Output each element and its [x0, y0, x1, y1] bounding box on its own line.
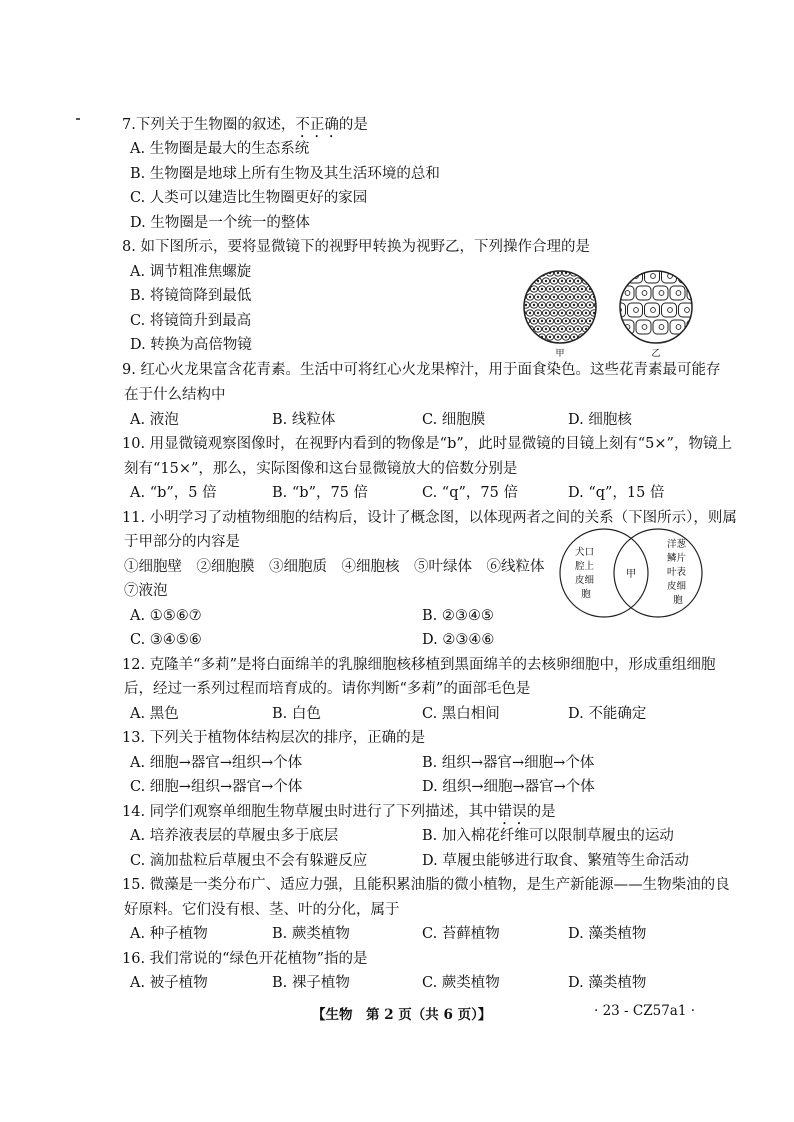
cell-small-nucleus	[521, 328, 523, 330]
cell-small-nucleus	[533, 288, 535, 290]
cell-large	[653, 286, 668, 300]
cell-large-nucleus	[685, 274, 690, 279]
q14-emphasis: 错误	[497, 804, 527, 820]
cell-large-nucleus	[693, 291, 698, 296]
cell-large-nucleus	[676, 291, 681, 296]
q8-stem: 8. 如下图所示，要将显微镜下的视野甲转换为视野乙，下列操作合理的是	[122, 239, 590, 255]
cell-small-nucleus	[569, 280, 571, 282]
q9-stem-line2: 在于什么结构中	[124, 387, 226, 403]
q13-option-d: D. 组织→细胞→器官→个体	[422, 779, 595, 795]
q8-option-a: A. 调节粗准焦螺旋	[130, 264, 252, 280]
cell-small-nucleus	[541, 304, 543, 306]
cell-small-nucleus	[537, 296, 539, 298]
cell-large-nucleus	[617, 274, 622, 279]
cell-small-nucleus	[529, 280, 531, 282]
cell-small-nucleus	[545, 280, 547, 282]
cell-small-nucleus	[525, 288, 527, 290]
q15-option-a: A. 种子植物	[130, 926, 208, 942]
q16-option-a: A. 被子植物	[130, 975, 208, 991]
cell-large	[636, 320, 651, 334]
q12-option-d: D. 不能确定	[568, 706, 647, 722]
page-footer-center: 【生物 第 2 页（共 6 页）】	[312, 1007, 492, 1023]
cell-small-nucleus	[597, 288, 599, 290]
cell-small	[522, 334, 529, 340]
q13-option-c: C. 细胞→组织→器官→个体	[130, 779, 303, 795]
cell-large	[611, 303, 626, 317]
cell-small-nucleus	[561, 328, 563, 330]
cell-small-nucleus	[529, 312, 531, 314]
q9-stem-line1: 9. 红心火龙果富含花青素。生活中可将红心火龙果榨汁，用于面食染色。这些花青素最可能存	[122, 362, 721, 378]
q14-option-c: C. 滴加盐粒后草履虫不会有躲避反应	[130, 853, 368, 869]
venn-middle-label: 甲	[626, 569, 636, 580]
cell-small-nucleus	[569, 296, 571, 298]
cell-small	[518, 278, 525, 284]
cell-small-nucleus	[525, 272, 527, 274]
cell-small-nucleus	[557, 304, 559, 306]
q13-stem: 13. 下列关于植物体结构层次的排序，正确的是	[122, 730, 426, 746]
q11-option-b: B. ②③④⑤	[422, 608, 494, 624]
cell-large-nucleus	[693, 325, 698, 330]
q16-option-b: B. 裸子植物	[272, 975, 350, 991]
q15-option-b: B. 蕨类植物	[272, 926, 350, 942]
cell-small-nucleus	[545, 312, 547, 314]
cell-large-nucleus	[659, 291, 664, 296]
cell-small-nucleus	[565, 288, 567, 290]
cell-large	[662, 303, 677, 317]
cell-large-nucleus	[651, 308, 656, 313]
cell-large	[645, 303, 660, 317]
cell-small-nucleus	[577, 312, 579, 314]
q12-option-a: A. 黑色	[130, 706, 179, 722]
venn-left-label: 犬口 腔上 皮细 胞	[574, 547, 594, 600]
q11-stem-line2: 于甲部分的内容是	[124, 534, 240, 550]
cell-small-nucleus	[545, 328, 547, 330]
cell-large-nucleus	[651, 274, 656, 279]
cell-large	[611, 269, 626, 283]
cell-large-nucleus	[634, 308, 639, 313]
q9-option-b: B. 线粒体	[272, 412, 336, 428]
q14-option-a: A. 培养液表层的草履虫多于底层	[130, 828, 339, 844]
q12-stem-line1: 12. 克隆羊“多莉”是将白面绵羊的乳腺细胞核移植到黑面绵羊的去核卵细胞中，形成重组细胞	[122, 657, 716, 673]
cell-small-nucleus	[565, 320, 567, 322]
q11-items-line2: ⑦液泡	[124, 583, 168, 599]
cell-small-nucleus	[521, 280, 523, 282]
cell-large-nucleus	[676, 325, 681, 330]
cell-small-nucleus	[597, 272, 599, 274]
q7-option-c: C. 人类可以建造比生物圈更好的家园	[130, 190, 368, 206]
q15-option-d: D. 藻类植物	[568, 926, 647, 942]
q15-stem-line1: 15. 微藻是一类分布广、适应力强，且能积累油脂的微小植物，是生产新能源——生物柴油的良	[122, 877, 730, 893]
q11-items-line1: ①细胞壁 ②细胞膜 ③细胞质 ④细胞核 ⑤叶绿体 ⑥线粒体	[124, 559, 545, 575]
cell-small-nucleus	[549, 288, 551, 290]
cell-small-nucleus	[589, 304, 591, 306]
cell-small-nucleus	[589, 320, 591, 322]
page-footer-code: · 23 - CZ57a1 ·	[594, 1003, 696, 1019]
field-jia-cells	[518, 270, 601, 340]
q11-option-d: D. ②③④⑥	[422, 632, 495, 648]
q7-option-a: A. 生物圈是最大的生态系统	[130, 141, 310, 157]
cell-small-nucleus	[545, 296, 547, 298]
q14-option-d: D. 草履虫能够进行取食、繁殖等生命活动	[422, 853, 689, 869]
cell-small-nucleus	[565, 336, 567, 338]
cell-large-nucleus	[642, 291, 647, 296]
q14-option-b: B. 加入棉花纤维可以限制草履虫的运动	[422, 828, 674, 844]
microscope-fields-figure	[518, 268, 703, 358]
cell-small-nucleus	[581, 288, 583, 290]
q15-option-c: C. 苔藓植物	[422, 926, 500, 942]
cell-small-nucleus	[577, 280, 579, 282]
margin-mark	[76, 118, 80, 120]
q10-option-c: C. “q”，75 倍	[422, 485, 518, 501]
q11-option-c: C. ③④⑤⑥	[130, 632, 202, 648]
q11-option-a: A. ①⑤⑥⑦	[130, 608, 202, 624]
cell-small-nucleus	[537, 280, 539, 282]
cell-small	[578, 270, 585, 276]
cell-small-nucleus	[589, 336, 591, 338]
cell-small-nucleus	[553, 328, 555, 330]
cell-small-nucleus	[585, 296, 587, 298]
field-yi-circle	[620, 271, 692, 343]
cell-small	[594, 286, 601, 292]
q10-option-d: D. “q”，15 倍	[568, 485, 665, 501]
label-yi: 乙	[651, 349, 661, 358]
cell-small-nucleus	[593, 280, 595, 282]
q9-option-a: A. 液泡	[130, 412, 179, 428]
q10-stem-line1: 10. 用显微镜观察图像时，在视野内看到的物像是“b”，此时显微镜的目镜上刻有“5×”，物镜上	[122, 436, 732, 452]
cell-small-nucleus	[581, 272, 583, 274]
q16-option-d: D. 藻类植物	[568, 975, 647, 991]
cell-small-nucleus	[533, 272, 535, 274]
cell-small	[586, 270, 593, 276]
cell-large	[628, 269, 643, 283]
cell-large	[670, 286, 685, 300]
cell-small-nucleus	[561, 280, 563, 282]
cell-small-nucleus	[533, 336, 535, 338]
cell-small	[586, 334, 593, 340]
cell-small-nucleus	[549, 320, 551, 322]
cell-small	[518, 326, 525, 332]
label-jia: 甲	[555, 349, 565, 358]
cell-large	[653, 320, 668, 334]
cell-small-nucleus	[589, 272, 591, 274]
cell-small-nucleus	[585, 312, 587, 314]
cell-small-nucleus	[597, 336, 599, 338]
cell-small	[522, 270, 529, 276]
q10-stem-line2: 刻有“15×”，那么，实际图像和这台显微镜放大的倍数分别是	[124, 461, 518, 477]
q7-emphasis: 不正确	[295, 117, 339, 133]
cell-small	[594, 270, 601, 276]
cell-small	[594, 334, 601, 340]
cell-small-nucleus	[521, 296, 523, 298]
q8-option-c: C. 将镜筒升到最高	[130, 313, 252, 329]
cell-small-nucleus	[569, 328, 571, 330]
cell-large	[628, 303, 643, 317]
cell-small	[594, 318, 601, 324]
cell-small-nucleus	[585, 328, 587, 330]
venn-diagram	[556, 525, 706, 621]
cell-small-nucleus	[525, 336, 527, 338]
q13-option-b: B. 组织→器官→细胞→个体	[422, 755, 595, 771]
q7-option-d: D. 生物圈是一个统一的整体	[130, 215, 310, 231]
q13-option-a: A. 细胞→器官→组织→个体	[130, 755, 303, 771]
cell-small-nucleus	[577, 328, 579, 330]
cell-small-nucleus	[537, 312, 539, 314]
cell-small-nucleus	[557, 288, 559, 290]
cell-small-nucleus	[533, 320, 535, 322]
venn-right-label: 洋葱 鳞片 叶表 皮细 胞	[666, 539, 686, 606]
cell-small-nucleus	[557, 272, 559, 274]
cell-small-nucleus	[581, 320, 583, 322]
q15-stem-line2: 好原料。它们没有根、茎、叶的分化，属于	[124, 902, 400, 918]
q8-option-d: D. 转换为高倍物镜	[130, 337, 252, 353]
cell-small-nucleus	[561, 312, 563, 314]
cell-small-nucleus	[593, 328, 595, 330]
cell-small-nucleus	[573, 304, 575, 306]
cell-small-nucleus	[549, 304, 551, 306]
q12-stem-line2: 后，经过一系列过程而培育成的。请你判断“多莉”的面部毛色是	[124, 681, 531, 697]
cell-small-nucleus	[557, 320, 559, 322]
cell-small-nucleus	[553, 280, 555, 282]
q12-option-c: C. 黑白相间	[422, 706, 500, 722]
cell-small-nucleus	[581, 304, 583, 306]
cell-large-nucleus	[659, 325, 664, 330]
q10-option-b: B. “b”，75 倍	[272, 485, 369, 501]
cell-large	[636, 286, 651, 300]
q7-stem: 7.下列关于生物圈的叙述，不正确的是	[122, 117, 368, 133]
cell-small-nucleus	[573, 288, 575, 290]
cell-small-nucleus	[529, 296, 531, 298]
cell-small-nucleus	[553, 312, 555, 314]
q16-stem: 16. 我们常说的“绿色开花植物”指的是	[122, 951, 368, 967]
cell-small-nucleus	[521, 312, 523, 314]
cell-small-nucleus	[597, 320, 599, 322]
q9-option-c: C. 细胞膜	[422, 412, 486, 428]
cell-large-nucleus	[668, 308, 673, 313]
cell-small-nucleus	[533, 304, 535, 306]
cell-small	[590, 278, 597, 284]
q14-stem: 14. 同学们观察单细胞生物草履虫时进行了下列描述，其中错误的是	[122, 804, 556, 820]
q16-option-c: C. 蕨类植物	[422, 975, 500, 991]
q11-stem-line1: 11. 小明学习了动植物细胞的结构后，设计了概念图，以体现两者之间的关系（下图所示），则属	[122, 510, 737, 526]
cell-small-nucleus	[553, 296, 555, 298]
q8-option-b: B. 将镜筒降到最低	[130, 288, 252, 304]
cell-small-nucleus	[573, 336, 575, 338]
cell-small-nucleus	[573, 320, 575, 322]
cell-small-nucleus	[537, 328, 539, 330]
q7-option-b: B. 生物圈是地球上所有生物及其生活环境的总和	[130, 166, 440, 182]
q10-option-a: A. “b”，5 倍	[130, 485, 217, 501]
q12-option-b: B. 白色	[272, 706, 321, 722]
cell-small-nucleus	[597, 304, 599, 306]
cell-small-nucleus	[549, 336, 551, 338]
cell-small-nucleus	[577, 296, 579, 298]
cell-small	[590, 326, 597, 332]
cell-small-nucleus	[561, 296, 563, 298]
cell-small-nucleus	[541, 288, 543, 290]
cell-small-nucleus	[525, 304, 527, 306]
cell-small-nucleus	[565, 304, 567, 306]
cell-small-nucleus	[569, 312, 571, 314]
cell-small-nucleus	[541, 320, 543, 322]
cell-large-nucleus	[625, 291, 630, 296]
cell-small-nucleus	[557, 336, 559, 338]
cell-large-nucleus	[642, 325, 647, 330]
cell-small	[530, 270, 537, 276]
cell-large-nucleus	[685, 308, 690, 313]
q9-option-d: D. 细胞核	[568, 412, 632, 428]
cell-small-nucleus	[541, 272, 543, 274]
